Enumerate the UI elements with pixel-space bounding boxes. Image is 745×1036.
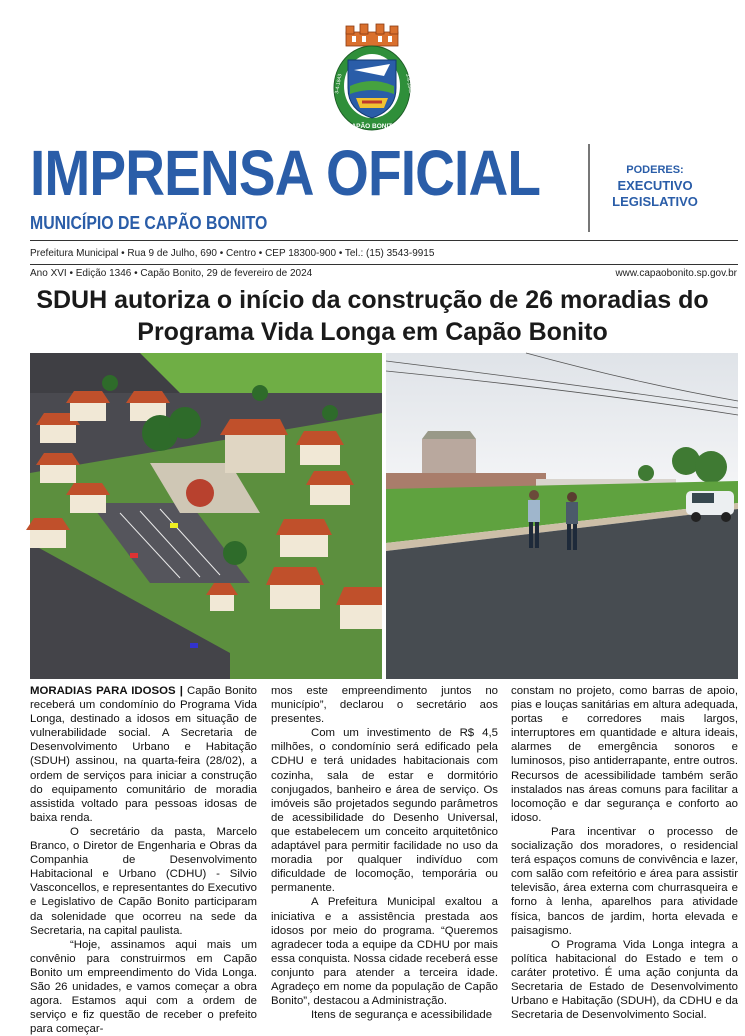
complex-rendering-image bbox=[30, 353, 382, 679]
crest-year-right: 3-4-1843 bbox=[404, 73, 414, 95]
website-link[interactable]: www.capaobonito.sp.gov.br bbox=[615, 268, 737, 279]
crest-year-left: 3-4-1843 bbox=[334, 73, 344, 95]
address-line: Prefeitura Municipal • Rua 9 de Julho, 690 • Centro • CEP 18300-900 • Tel.: (15) 3543-9915 bbox=[30, 248, 435, 259]
paragraph: constam no projeto, como barras de apoio, pias e louças sanitárias em altura adequada, portas e corredores mais largos, interruptores em quantidade e altura ideais, alarmes de emergência sonoros e luminosos, piso antiderrapante, entre outros. Recursos de acessibilidade também serão instalados nas áreas comuns para facilitar a locomoção e dar segurança e conforto ao idoso. bbox=[511, 685, 738, 824]
construction-site-photo bbox=[386, 353, 738, 679]
paragraph: O Programa Vida Longa integra a política habitacional do Estado e tem o caráter protetivo. É uma ação conjunta da Secretaria de Estado de Desenvolvimento Urbano e Habitação (SDUH), da CDHU e da Secretaria de Desenvolvimento Social. bbox=[511, 938, 738, 1022]
paragraph: “Hoje, assinamos aqui mais um convênio para construirmos em Capão Bonito um empreendimento do Vida Longa. São 26 unidades, e vamos começar a obra agora. Estamos aqui com a ordem de serviço e fiz questão de receber o prefeito para começar- bbox=[30, 938, 257, 1036]
powers-executive: EXECUTIVO bbox=[617, 178, 693, 193]
article-kicker: MORADIAS PARA IDOSOS | bbox=[30, 685, 188, 697]
paragraph: A Prefeitura Municipal exaltou a iniciativa e a assistência prestada aos idosos por meio do programa. “Queremos agradecer toda a equipe da CDHU por mais essa conquista. Nossa cidade receberá esse conjunto para atender a terceira idade. Agradeço em nome da população de Capão Bonito”, destacou a Administração. bbox=[271, 896, 498, 1008]
rule-bottom bbox=[30, 264, 738, 265]
edition-line: Ano XVI • Edição 1346 • Capão Bonito, 29 de fevereiro de 2024 bbox=[30, 268, 313, 279]
masthead-subtitle: MUNICÍPIO DE CAPÃO BONITO bbox=[30, 213, 268, 233]
article-column-3 bbox=[511, 684, 738, 1022]
masthead-divider bbox=[588, 144, 590, 232]
crest-label: CAPÃO BONITO bbox=[346, 123, 398, 130]
article-headline: SDUH autoriza o início da construção de 26 moradias do Programa Vida Longa em Capão Bonito bbox=[36, 286, 709, 346]
paragraph bbox=[30, 684, 257, 825]
article-column-1 bbox=[30, 684, 258, 1036]
paragraph: Com um investimento de R$ 4,5 milhões, o condomínio será edificado pela CDHU e terá unidades habitacionais com cozinha, sala de estar e dormitório conjugados, banheiro e área de serviço. Os imóveis são projetados segundo parâmetros de acessibilidade do Desenho Universal, que estabelecem um conceito arquitetônico adaptável para permitir facilidade no uso da moradia por qualquer indivíduo com dificuldade de locomoção, temporária ou permanente. bbox=[271, 727, 498, 895]
article-column-2 bbox=[271, 684, 498, 1022]
rule-top bbox=[30, 240, 738, 241]
paragraph: mos este empreendimento juntos no município”, declarou o secretário aos presentes. bbox=[271, 685, 498, 726]
municipal-crest bbox=[332, 24, 412, 136]
paragraph: Itens de segurança e acessibilidade bbox=[311, 1009, 493, 1022]
paragraph-text: Capão Bonito receberá um condomínio do Programa Vida Longa, destinado a idosos em situação de vulnerabilidade social. A Secretaria de Desenvolvimento Urbano e Habitação (SDUH) assinou, na quarta-feira (28/02), a ordem de serviços para iniciar a construção do equipamento comunitário de moradia assistida voltado para pessoas idosas de baixa renda. bbox=[30, 685, 258, 824]
powers-legislative: LEGISLATIVO bbox=[612, 194, 698, 209]
powers-title: PODERES: bbox=[626, 164, 684, 176]
powers-box bbox=[600, 162, 710, 210]
paragraph: Para incentivar o processo de socialização dos moradores, o residencial terá espaços comuns de convivência e lazer, com salão com refeitório e área para assistir televisão, área externa com churrasqueira e forno à lenha, aparelhos para atividade física, bancos de jardim, horta elevada e paisagismo. bbox=[511, 825, 738, 937]
paragraph: O secretário da pasta, Marcelo Branco, o Diretor de Engenharia e Obras da Companhia de Desenvolvimento Habitacional e Urbano (CDHU) - Silvio Vasconcellos, e representantes do Executivo e Legislativo de Capão Bonito participaram da solenidade que ocorreu na sede da Secretaria, na capital paulista. bbox=[30, 825, 257, 937]
masthead-title: IMPRENSA OFICIAL bbox=[30, 137, 541, 209]
